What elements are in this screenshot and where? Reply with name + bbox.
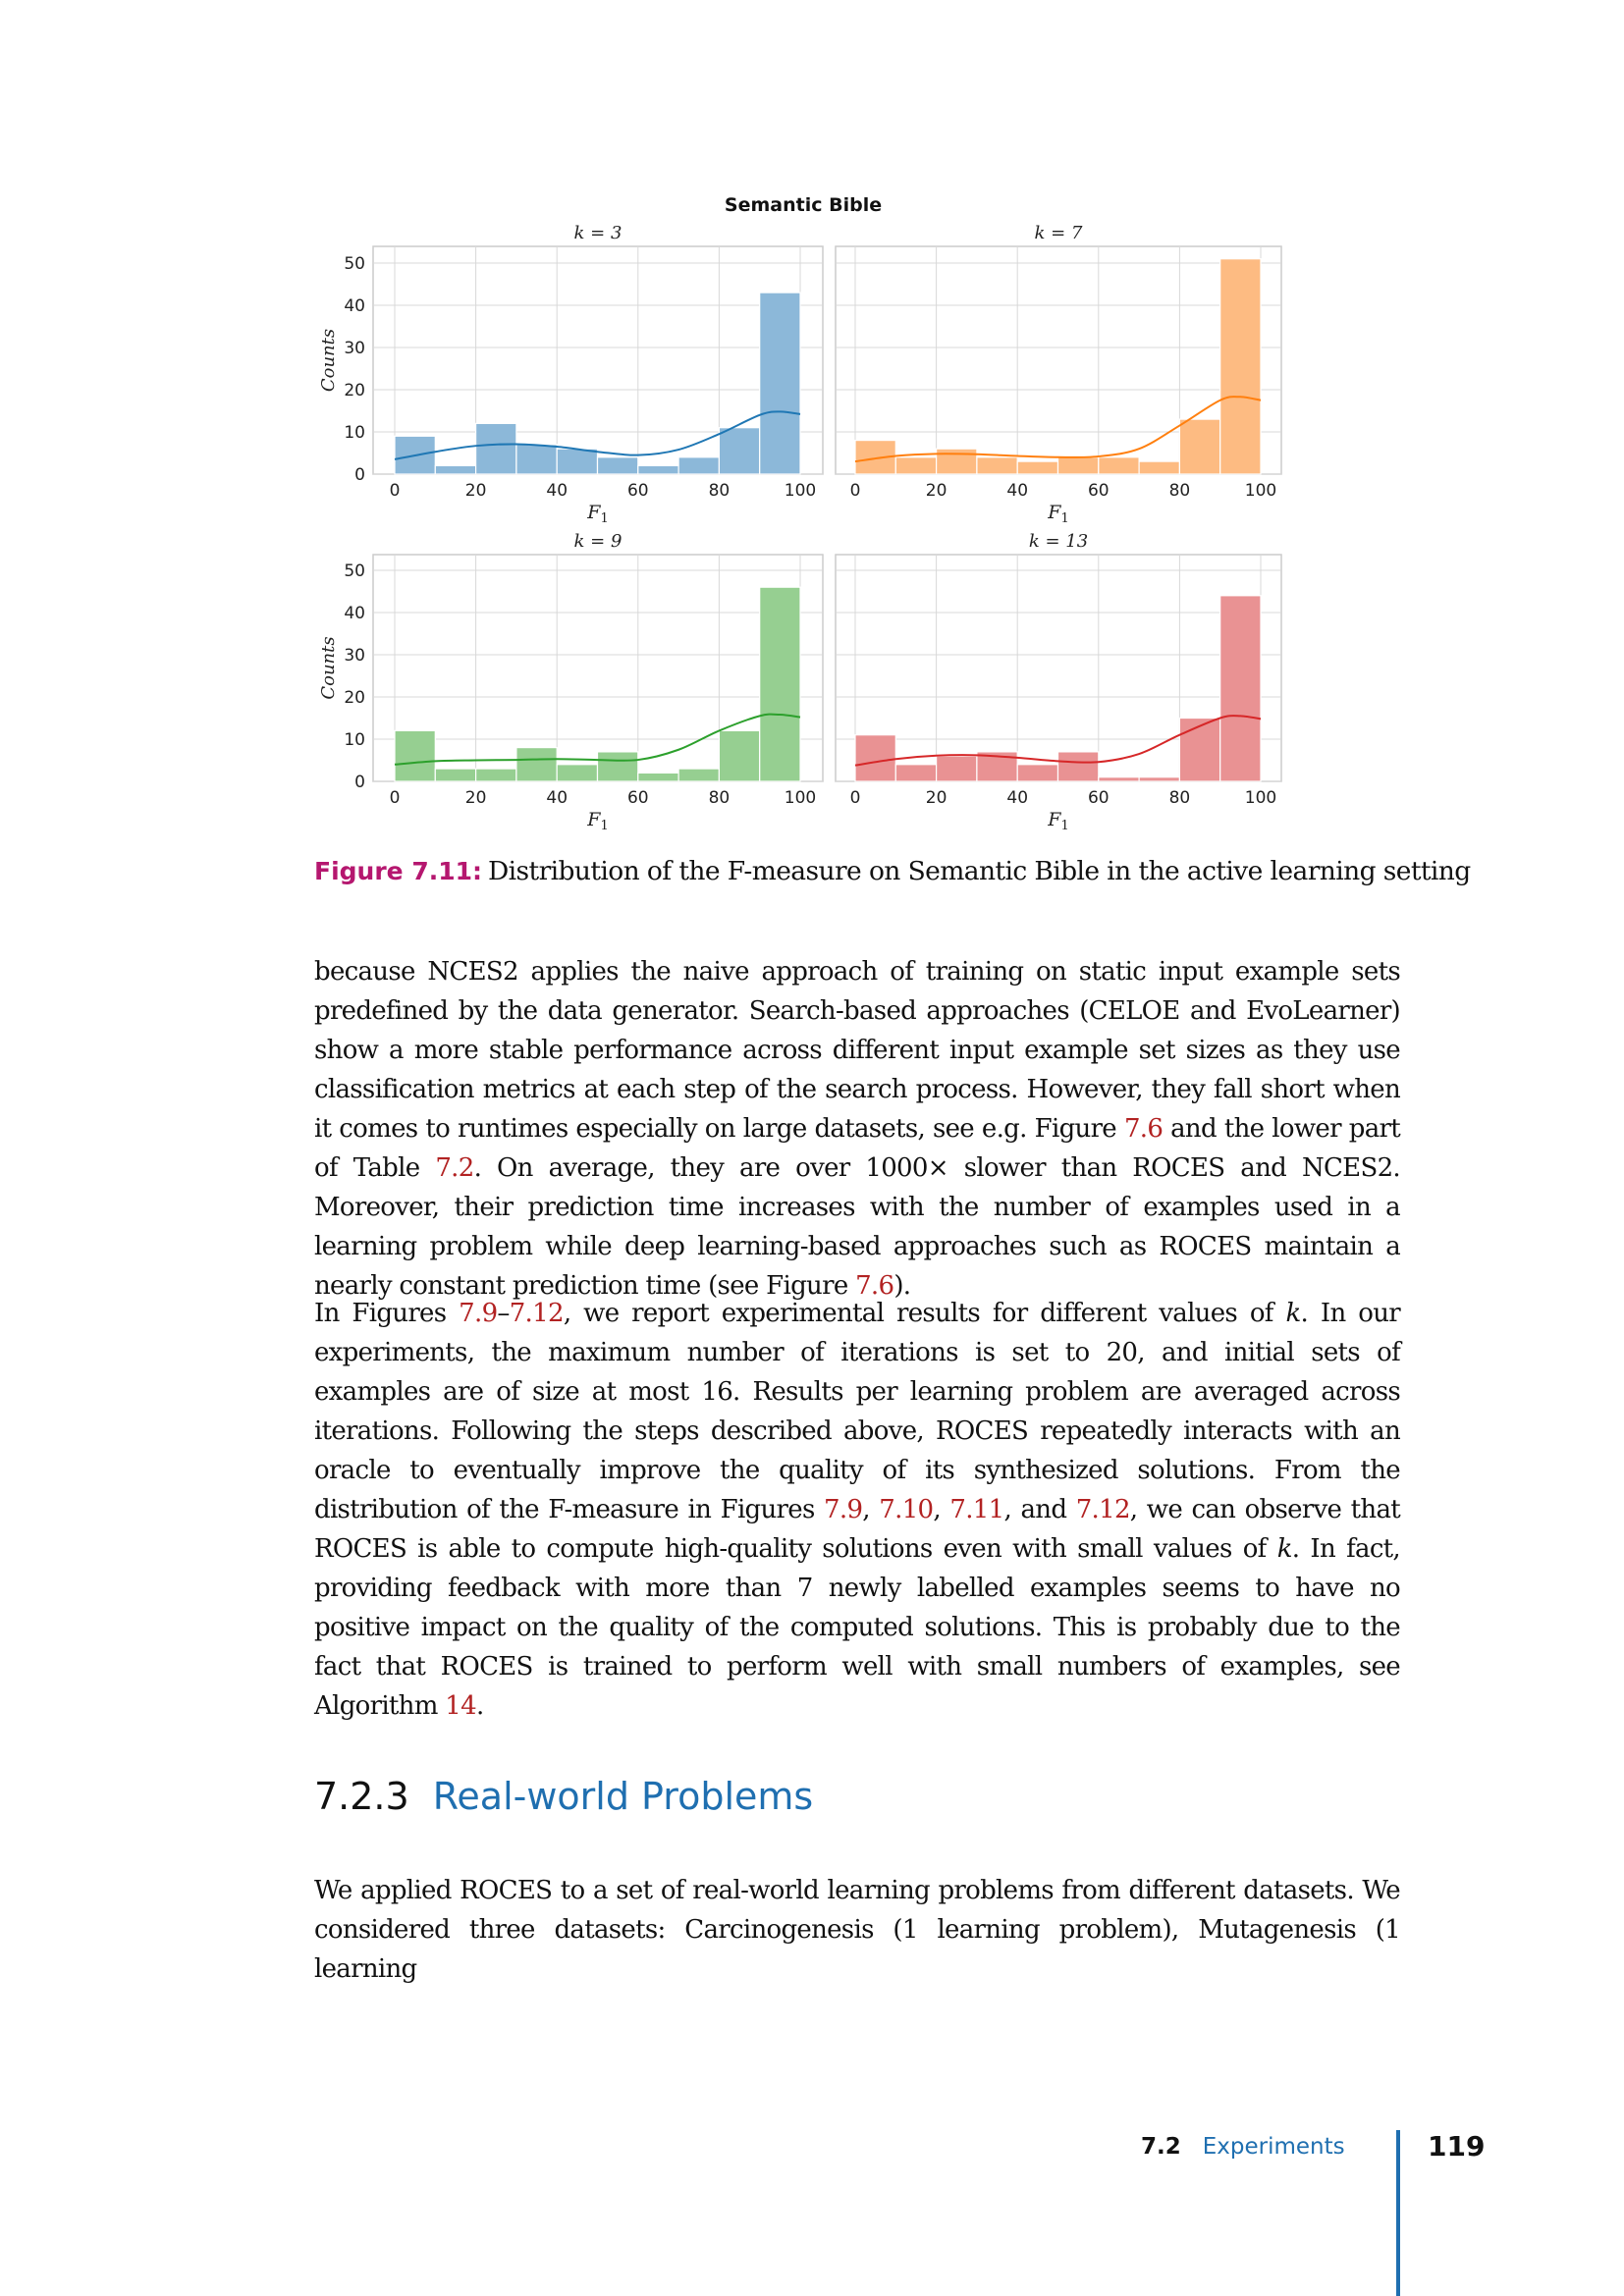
text: , we report experimental results for different values of xyxy=(563,1299,1286,1328)
y-tick-label: 0 xyxy=(354,465,365,485)
text: , and xyxy=(1003,1495,1076,1524)
x-tick-label: 60 xyxy=(1087,481,1110,501)
x-tick-label: 20 xyxy=(464,481,487,501)
y-tick-label: 20 xyxy=(344,688,365,708)
histogram-bar xyxy=(937,756,977,781)
histogram-bar xyxy=(1139,461,1179,474)
histogram-bar xyxy=(895,457,936,474)
figure-link[interactable]: 7.6 xyxy=(855,1271,894,1301)
subplot-k=7 xyxy=(836,223,1281,526)
y-tick-label: 30 xyxy=(344,339,365,358)
y-tick-label: 50 xyxy=(344,254,365,274)
histogram-bar xyxy=(1139,777,1179,781)
x-tick-label: 40 xyxy=(546,788,568,808)
y-tick-label: 0 xyxy=(354,773,365,792)
paragraph-3: We applied ROCES to a set of real-world learning problems from different datasets. We considered three datasets: Carcinogenesis (1 learning problem), Mutagenesis (1 learning xyxy=(314,1876,1400,1984)
subplot-title: k = 9 xyxy=(573,531,623,552)
histogram-bar xyxy=(395,730,435,781)
histogram-bar xyxy=(435,769,475,781)
x-tick-label: 80 xyxy=(708,481,731,501)
text: , xyxy=(933,1495,950,1524)
x-axis-label: $F_1$ xyxy=(587,809,609,833)
figure-link[interactable]: 7.12 xyxy=(1075,1495,1130,1524)
histogram-bar xyxy=(977,457,1017,474)
text: , we can observe that ROCES is able to compute high-quality solutions even with small values of xyxy=(314,1495,1400,1564)
histogram-bar xyxy=(476,769,516,781)
subplot-title: k = 3 xyxy=(573,223,623,243)
histogram-bar xyxy=(638,773,678,781)
histogram-bar xyxy=(1058,752,1099,781)
figure-link[interactable]: 7.6 xyxy=(1123,1114,1164,1144)
y-tick-label: 10 xyxy=(344,730,365,750)
footer-section-number: 7.2 xyxy=(1141,2134,1181,2160)
subplot-title: k = 13 xyxy=(1028,531,1089,552)
histogram-bar xyxy=(1099,777,1139,781)
histogram-bar xyxy=(1220,596,1261,781)
x-tick-label: 80 xyxy=(708,788,731,808)
figure-link[interactable]: 7.10 xyxy=(879,1495,934,1524)
histogram-bar xyxy=(937,449,977,474)
text: because NCES2 applies the naive approach of training on static input example sets predefined by the data generator. Search-based approaches (CELOE and EvoLearner) show a more stable performance across different input example set sizes as they use classification metrics at each step of the search process. However, they fall short when it comes to runtimes especially on large datasets, see e.g. Figure xyxy=(314,957,1400,1144)
histogram-bar xyxy=(1179,719,1219,782)
footer-divider xyxy=(1396,2130,1400,2296)
x-tick-label: 100 xyxy=(1244,481,1277,501)
math-k: k xyxy=(1285,1299,1301,1328)
text: – xyxy=(497,1299,510,1328)
text: . In our experiments, the maximum number of iterations is set to 20, and initial sets of examples are of size at most 16. Results per learning problem are averaged across iterations. Following the steps described above, ROCES repeatedly interacts with an oracle to eventually improve the quality of its synthesized solutions. From the distribution of the F-measure in Figures xyxy=(314,1299,1400,1524)
histogram-bar xyxy=(516,748,557,781)
text: ). xyxy=(893,1271,911,1301)
histogram-bar xyxy=(678,457,719,474)
text: . On average, they are over 1000× slower than ROCES and NCES2. Moreover, their prediction time increases with the number of examples used in a learning problem while deep learning-based approaches such as ROCES maintain a nearly constant prediction time (see Figure xyxy=(314,1153,1400,1301)
figure-link[interactable]: 7.9 xyxy=(459,1299,498,1328)
histogram-bar xyxy=(557,449,597,474)
y-axis-label: Counts xyxy=(318,328,339,393)
x-tick-label: 100 xyxy=(1244,788,1277,808)
histogram-bar xyxy=(1179,419,1219,474)
x-tick-label: 40 xyxy=(1006,788,1029,808)
y-axis-label: Counts xyxy=(318,636,339,700)
figure-title: Semantic Bible xyxy=(724,194,883,216)
histogram-bar xyxy=(760,587,800,781)
text: . xyxy=(475,1691,484,1721)
caption-text: Distribution of the F-measure on Semantic Bible in the active learning setting xyxy=(488,856,1471,886)
histogram-bar xyxy=(760,293,800,474)
histogram-bar xyxy=(1220,259,1261,474)
histogram-bar xyxy=(855,735,895,781)
histogram-bar xyxy=(557,765,597,781)
subplot-title: k = 7 xyxy=(1034,223,1083,243)
x-tick-label: 40 xyxy=(1006,481,1029,501)
y-tick-label: 40 xyxy=(344,296,365,316)
paragraph-1 xyxy=(314,952,1400,1306)
histogram-bar xyxy=(1099,457,1139,474)
x-tick-label: 40 xyxy=(546,481,568,501)
algorithm-link[interactable]: 14 xyxy=(445,1691,476,1721)
text: and the lower part of Table xyxy=(314,1114,1400,1183)
figure-caption xyxy=(314,856,1471,886)
histogram-bar xyxy=(1017,765,1057,781)
x-tick-label: 100 xyxy=(784,481,817,501)
x-tick-label: 80 xyxy=(1168,481,1191,501)
histogram-bar xyxy=(895,765,936,781)
x-tick-label: 0 xyxy=(849,481,861,501)
x-tick-label: 60 xyxy=(626,481,649,501)
footer-section-title: Experiments xyxy=(1202,2134,1345,2160)
x-tick-label: 20 xyxy=(925,481,947,501)
histogram-bar xyxy=(1058,457,1099,474)
histogram-bar xyxy=(719,730,759,781)
x-axis-label: $F_1$ xyxy=(1048,809,1069,833)
y-tick-label: 20 xyxy=(344,381,365,400)
histogram-bar xyxy=(638,465,678,474)
text: . In fact, providing feedback with more than 7 newly labelled examples seems to have no positive impact on the quality of the computed solutions. This is probably due to the fact that ROCES is trained to perform well with small numbers of examples, see Algorithm xyxy=(314,1534,1400,1721)
histogram-bar xyxy=(476,423,516,474)
math-k: k xyxy=(1276,1534,1292,1564)
x-tick-label: 0 xyxy=(389,788,401,808)
figure-link[interactable]: 7.11 xyxy=(949,1495,1004,1524)
histogram-bar xyxy=(719,428,759,474)
x-tick-label: 0 xyxy=(389,481,401,501)
text: , xyxy=(862,1495,880,1524)
text: In Figures xyxy=(314,1299,460,1328)
x-tick-label: 20 xyxy=(464,788,487,808)
table-link[interactable]: 7.2 xyxy=(435,1153,474,1183)
x-axis-label: $F_1$ xyxy=(1048,502,1069,526)
page-number: 119 xyxy=(1428,2130,1486,2163)
x-tick-label: 100 xyxy=(784,788,817,808)
histogram-bar xyxy=(1017,461,1057,474)
section-number: 7.2.3 xyxy=(314,1775,409,1818)
histogram-bar xyxy=(678,769,719,781)
histogram-figure xyxy=(0,0,1624,844)
subplot-k=9 xyxy=(318,531,823,833)
running-footer xyxy=(1141,2134,1345,2160)
y-tick-label: 50 xyxy=(344,561,365,581)
y-tick-label: 10 xyxy=(344,423,365,443)
histogram-bar xyxy=(598,752,638,781)
figure-link[interactable]: 7.12 xyxy=(509,1299,564,1328)
section-title: Real-world Problems xyxy=(432,1775,814,1818)
y-tick-label: 30 xyxy=(344,646,365,666)
x-tick-label: 60 xyxy=(1087,788,1110,808)
histogram-bar xyxy=(435,465,475,474)
x-tick-label: 60 xyxy=(626,788,649,808)
histogram-bar xyxy=(516,445,557,474)
x-tick-label: 0 xyxy=(849,788,861,808)
histogram-bar xyxy=(598,457,638,474)
x-axis-label: $F_1$ xyxy=(587,502,609,526)
subplot-k=13 xyxy=(836,531,1281,833)
caption-label: Figure 7.11: xyxy=(314,857,483,885)
paragraph-2 xyxy=(314,1294,1400,1726)
y-tick-label: 40 xyxy=(344,604,365,623)
x-tick-label: 20 xyxy=(925,788,947,808)
section-heading xyxy=(314,1775,813,1818)
subplot-k=3 xyxy=(318,223,823,526)
x-tick-label: 80 xyxy=(1168,788,1191,808)
figure-link[interactable]: 7.9 xyxy=(824,1495,863,1524)
